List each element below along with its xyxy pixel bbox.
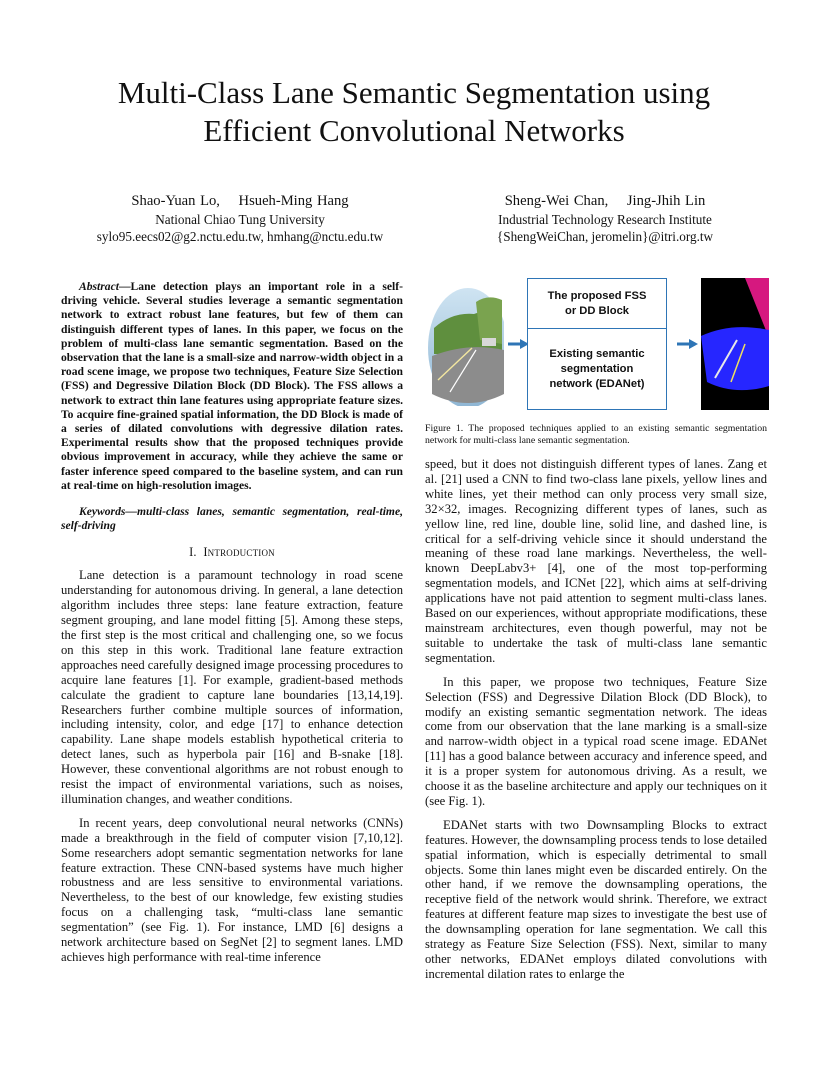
abstract xyxy=(61,280,403,493)
author-block-right xyxy=(455,192,755,245)
author-affiliation: National Chiao Tung University xyxy=(155,212,325,227)
abstract-label: Abstract xyxy=(79,280,119,293)
arrow-right-icon xyxy=(677,338,699,350)
title-line-1: Multi-Class Lane Semantic Segmentation using xyxy=(117,75,711,110)
proposed-block-box xyxy=(527,278,667,330)
intro-paragraph: speed, but it does not distinguish different types of lanes. Zang et al. [21] used a CNN to find two-class lane pixels, yellow lines and white lines, yet their method can only process very small size, 32×32, images. Recognizing different types of lanes, such as yellow line, red line, double line, solid line, and dashed line, is critical for a self-driving vehicle since it should understand the meaning of these road lane markings. Nevertheless, the well-known DeepLabv3+ [4], one of the most top-performing segmentation models, and ICNet [22], which aims at self-driving applications have not paid attention to segment multi-class lanes. Based on our experiences, without appropriate modifications, these mainstream architectures, even though powerful, may not be suitable to undertake the task of multi-class lane semantic segmentation. xyxy=(425,457,767,665)
section-title: Introduction xyxy=(203,545,275,560)
section-heading xyxy=(61,545,403,560)
abstract-text: —Lane detection plays an important role in a self-driving vehicle. Several studies leverage a semantic segmentation network to extract robust lane features, but few of them can distinguish different types of lanes. In this paper, we focus on the problem of multi-class lane semantic segmentation. Based on the observation that the lane is a small-size and narrow-width object in a road scene image, we propose two techniques, Feature Size Selection (FSS) and Degressive Dilation Block (DD Block). The FSS allows a network to extract thin lane features using appropriate feature sizes. To acquire fine-grained spatial information, the DD Block is made of a series of dilated convolutions with degressive dilation rates. Experimental results show that the proposed techniques provide obvious improvement in accuracy, while they achieve the same or faster inference speed compared to the baseline system, and can run at real-time on high-resolution images. xyxy=(61,280,403,492)
road-scene-image xyxy=(428,284,504,406)
figure-1 xyxy=(425,276,769,416)
intro-paragraph: EDANet starts with two Downsampling Blocks to extract features. However, the downsampling process tends to lose detailed spatial information, which is especially detrimental to small objects. Some thin lanes might even be discarded entirely. On the other hand, if we remove the downsampling operations, the receptive field of the network would shrink. Therefore, we extract features at different feature map sizes to investigate the best use of the downsampling operation for lane segmentation. We call this strategy as Feature Size Selection (FSS). Next, similar to many other networks, EDANet employs dilated convolutions with incremental dilation rates to enlarge the xyxy=(425,817,767,981)
title-line-2: Efficient Convolutional Networks xyxy=(203,113,625,148)
segmentation-output-image xyxy=(701,278,769,410)
author-email: sylo95.eecs02@g2.nctu.edu.tw, hmhang@nctu.edu.tw xyxy=(96,229,384,244)
baseline-network-label: Existing semantic segmentation network (EDANet) xyxy=(549,347,645,390)
section-number: I. xyxy=(189,545,197,560)
figure-caption: Figure 1. The proposed techniques applied to an existing semantic segmentation network for multi-class lane semantic segmentation. xyxy=(425,423,767,446)
intro-paragraph: Lane detection is a paramount technology in road scene understanding for autonomous driving. In general, a lane detection algorithm includes three steps: lane feature extraction, feature segment grouping, and lane model fitting [5]. Among these steps, the first step is the most critical and challenging one, so we focus on this step in this work. Traditional lane feature extraction approaches need carefully designed image processing procedures to acquire lane features [1]. For example, gradient-based methods calculate the gradient to capture lane boundaries [13,14,19]. Researchers further combine multiple sources of information, including intensity, color, and edge [17] to enhance detection capability. Lane shape models establish hypothetical criteria to detect lanes, such as hyperbola pair [16] and B-snake [18]. However, these conventional algorithms are not robust enough to resist the impact of environmental variations, such as noises, illumination changes, and weather conditions. xyxy=(61,568,403,806)
author-block-left xyxy=(60,192,420,245)
author-names: Shao-Yuan Lo, Hsueh-Ming Hang xyxy=(131,193,349,209)
left-column xyxy=(61,280,403,965)
author-names: Sheng-Wei Chan, Jing-Jhih Lin xyxy=(504,193,706,209)
author-affiliation: Industrial Technology Research Institute xyxy=(498,212,712,227)
paper-title xyxy=(0,74,828,150)
intro-paragraph: In recent years, deep convolutional neural networks (CNNs) made a breakthrough in the field of computer vision [7,10,12]. Some researchers adopt semantic segmentation networks for lane feature extraction. These CNN-based systems have much higher robustness and are less sensitive to environmental variations. Nevertheless, to the best of our knowledge, few existing studies focus on a challenging task, “multi-class lane semantic segmentation” (see Fig. 1). For instance, LMD [6] designs a network architecture based on SegNet [2] to segment lanes. LMD achieves high performance with real-time inference xyxy=(61,815,403,965)
intro-paragraph: In this paper, we propose two techniques, Feature Size Selection (FSS) and Degressive Dilation Block (DD Block), to modify an existing semantic segmentation network. The ideas come from our observation that the lane marking is a small-size and narrow-width object in a typical road scene image. EDANet [11] has a good balance between accuracy and inference speed, and it is a proper system for autonomous driving. As a result, we choose it as the baseline architecture and apply our techniques on it (see Fig. 1). xyxy=(425,674,767,808)
baseline-network-box xyxy=(527,328,667,410)
right-column xyxy=(425,457,767,982)
proposed-block-label: The proposed FSS or DD Block xyxy=(547,290,647,317)
keywords: Keywords—multi-class lanes, semantic segmentation, real-time, self-driving xyxy=(61,505,403,533)
author-email: {ShengWeiChan, jeromelin}@itri.org.tw xyxy=(496,229,714,244)
